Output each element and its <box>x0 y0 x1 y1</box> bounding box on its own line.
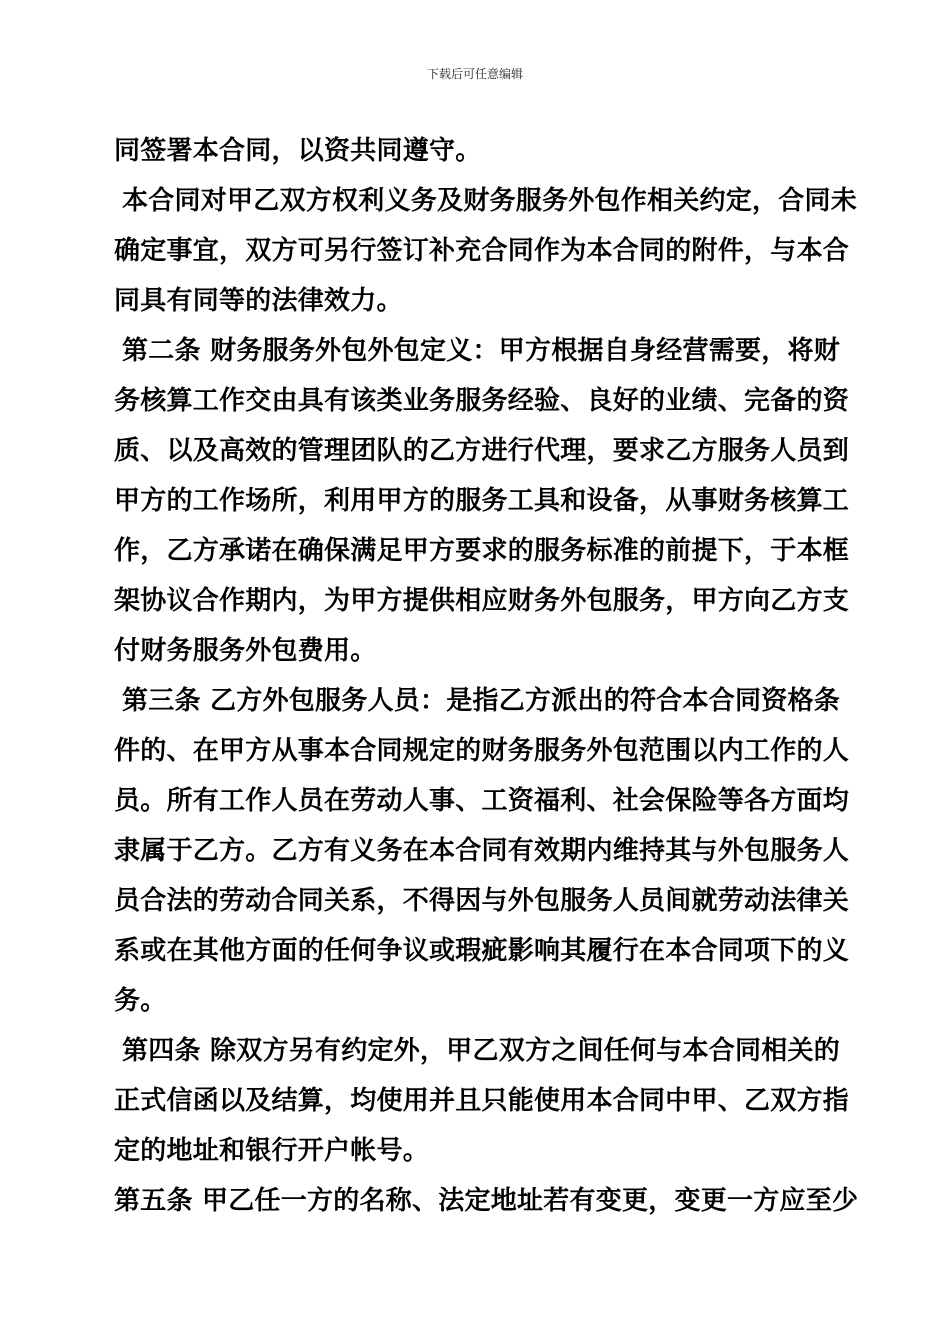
text-line: 第三条 乙方外包服务人员：是指乙方派出的符合本合同资格条 <box>122 686 841 716</box>
text-line: 第五条 甲乙任一方的名称、法定地址若有变更，变更一方应至少 <box>114 1186 859 1216</box>
text-line: 隶属于乙方。乙方有义务在本合同有效期内维持其与外包服务人 <box>114 836 850 866</box>
text-line: 务。 <box>114 986 167 1016</box>
text-line: 定的地址和银行开户帐号。 <box>114 1136 430 1166</box>
text-line: 务核算工作交由具有该类业务服务经验、良好的业绩、完备的资 <box>114 386 850 416</box>
text-line: 员。所有工作人员在劳动人事、工资福利、社会保险等各方面均 <box>114 786 850 816</box>
text-line: 本合同对甲乙双方权利义务及财务服务外包作相关约定，合同未 <box>122 186 858 216</box>
text-line: 架协议合作期内，为甲方提供相应财务外包服务，甲方向乙方支 <box>114 586 850 616</box>
text-line: 第四条 除双方另有约定外，甲乙双方之间任何与本合同相关的 <box>122 1036 841 1066</box>
text-line: 付财务服务外包费用。 <box>114 636 377 666</box>
text-line: 正式信函以及结算，均使用并且只能使用本合同中甲、乙双方指 <box>114 1086 850 1116</box>
text-line: 件的、在甲方从事本合同规定的财务服务外包范围以内工作的人 <box>114 736 850 766</box>
text-line: 员合法的劳动合同关系，不得因与外包服务人员间就劳动法律关 <box>114 886 850 916</box>
text-line: 同具有同等的法律效力。 <box>114 286 403 316</box>
text-line: 作，乙方承诺在确保满足甲方要求的服务标准的前提下，于本框 <box>114 536 850 566</box>
text-line: 甲方的工作场所，利用甲方的服务工具和设备，从事财务核算工 <box>114 486 850 516</box>
text-line: 系或在其他方面的任何争议或瑕疵影响其履行在本合同项下的义 <box>114 936 850 966</box>
text-line: 第二条 财务服务外包外包定义：甲方根据自身经营需要，将财 <box>122 336 841 366</box>
document-body <box>114 126 859 1226</box>
text-line: 质、以及高效的管理团队的乙方进行代理，要求乙方服务人员到 <box>114 436 850 466</box>
text-line: 同签署本合同，以资共同遵守。 <box>114 136 482 166</box>
page-header: 下载后可任意编辑 <box>426 67 523 81</box>
text-line: 确定事宜，双方可另行签订补充合同作为本合同的附件，与本合 <box>114 236 850 266</box>
